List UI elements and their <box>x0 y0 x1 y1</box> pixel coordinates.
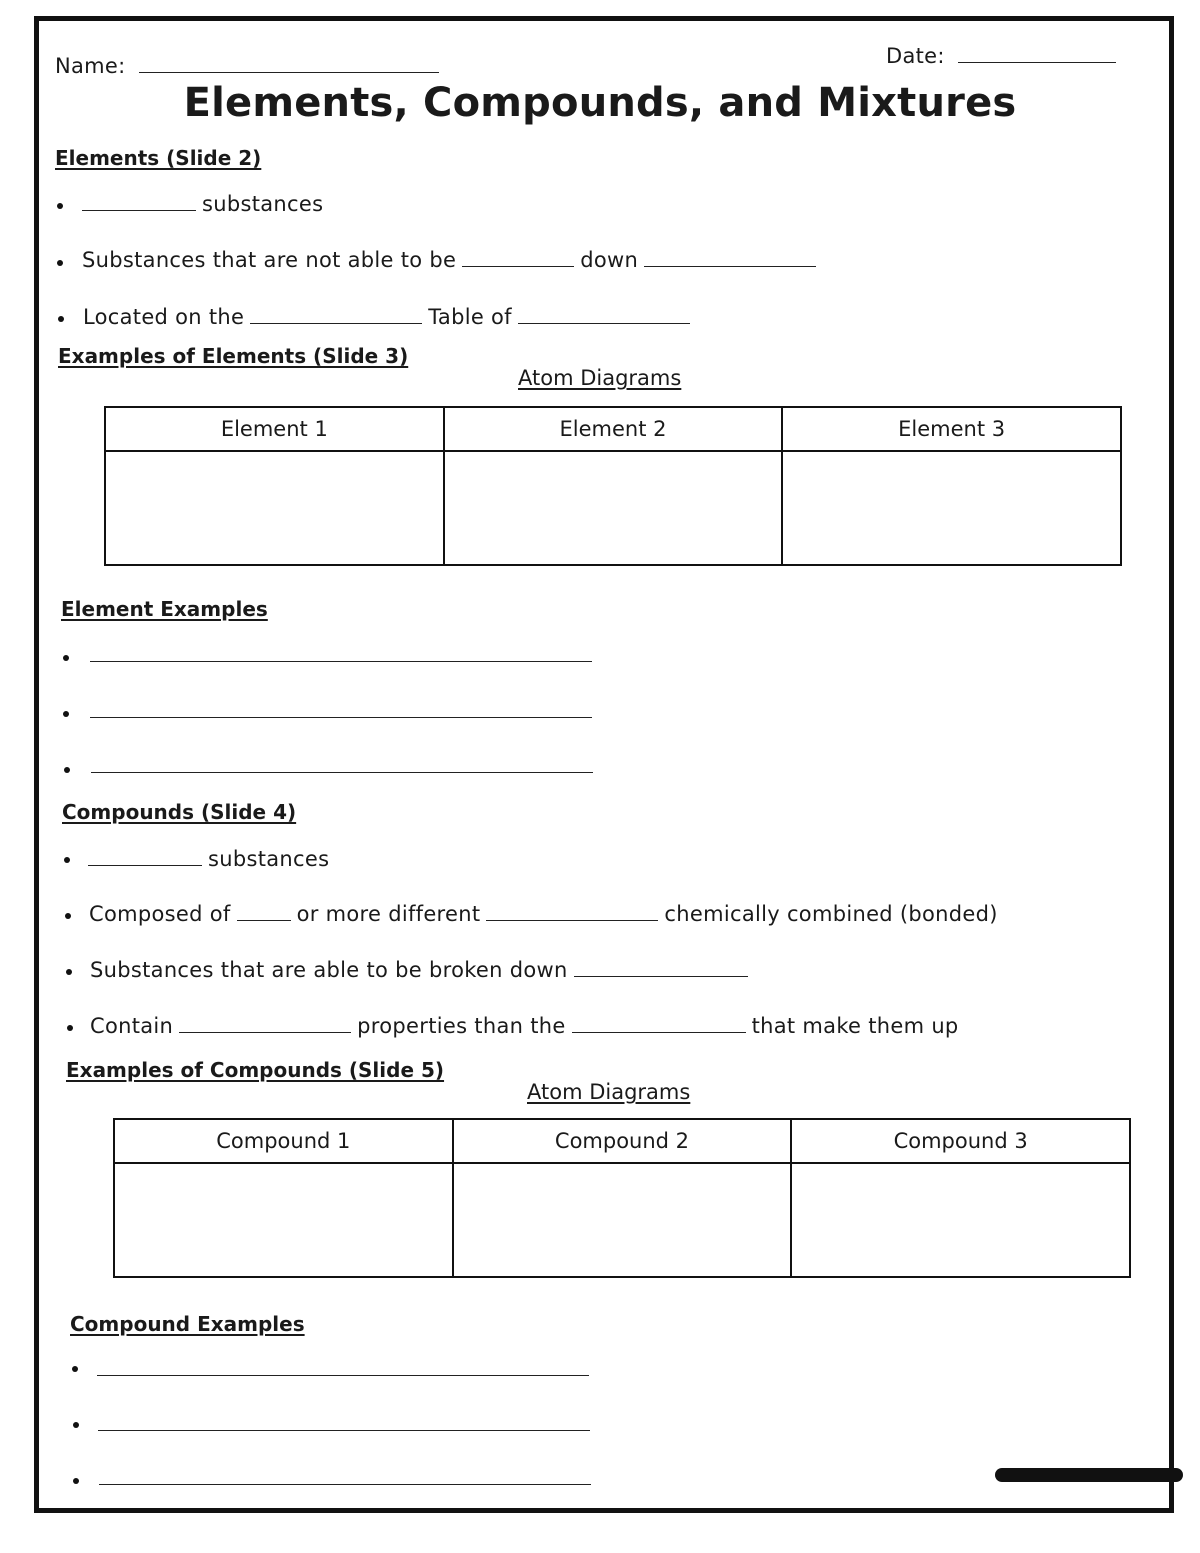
elements-line-3 <box>83 303 696 329</box>
examples-elements-heading: Examples of Elements (Slide 3) <box>58 344 409 368</box>
atom-diagrams-caption: Atom Diagrams <box>518 366 682 390</box>
element-3-header: Element 3 <box>782 407 1121 451</box>
bullet <box>64 857 70 863</box>
blank[interactable] <box>572 1012 746 1033</box>
text: Substances that are able to be broken down <box>90 958 568 982</box>
bullet <box>73 1478 79 1484</box>
element-1-header: Element 1 <box>105 407 444 451</box>
date-field <box>886 42 1122 68</box>
answer-line[interactable] <box>98 1430 590 1431</box>
bullet <box>65 913 71 919</box>
element-diagram-table <box>104 406 1122 566</box>
page-title: Elements, Compounds, and Mixtures <box>183 80 1017 126</box>
compound-2-cell[interactable] <box>453 1163 792 1277</box>
bullet <box>58 316 64 322</box>
answer-line[interactable] <box>90 661 592 662</box>
blank[interactable] <box>574 956 748 977</box>
element-examples-heading: Element Examples <box>61 597 268 621</box>
text: down <box>580 248 639 272</box>
name-blank[interactable] <box>139 52 439 73</box>
bullet <box>64 767 70 773</box>
bullet <box>66 969 72 975</box>
name-label: Name: <box>55 54 126 78</box>
text: Table of <box>428 305 512 329</box>
text: Substances that are not able to be <box>82 248 457 272</box>
compound-diagram-table <box>113 1118 1131 1278</box>
element-3-cell[interactable] <box>782 451 1121 565</box>
bullet <box>57 260 63 266</box>
text: substances <box>202 192 324 216</box>
blank[interactable] <box>462 246 574 267</box>
worksheet-border <box>34 16 1174 1513</box>
compounds-heading: Compounds (Slide 4) <box>62 800 297 824</box>
compound-3-header: Compound 3 <box>791 1119 1130 1163</box>
compounds-line-2 <box>89 900 998 926</box>
text: that make them up <box>751 1014 959 1038</box>
element-2-header: Element 2 <box>444 407 783 451</box>
text: substances <box>208 847 330 871</box>
text: Contain <box>90 1014 174 1038</box>
bullet <box>72 1366 78 1372</box>
compound-1-cell[interactable] <box>114 1163 453 1277</box>
compound-2-header: Compound 2 <box>453 1119 792 1163</box>
blank[interactable] <box>179 1012 351 1033</box>
blank[interactable] <box>518 303 690 324</box>
text: Located on the <box>83 305 245 329</box>
blank[interactable] <box>486 900 658 921</box>
name-field <box>55 52 445 78</box>
elements-heading: Elements (Slide 2) <box>55 146 262 170</box>
text: chemically combined (bonded) <box>664 902 998 926</box>
redaction-mark <box>995 1468 1183 1482</box>
text: Composed of <box>89 902 231 926</box>
compound-examples-heading: Compound Examples <box>70 1312 305 1336</box>
bullet <box>67 1025 73 1031</box>
date-blank[interactable] <box>958 42 1116 63</box>
element-2-cell[interactable] <box>444 451 783 565</box>
elements-line-1 <box>76 190 323 216</box>
compounds-line-3 <box>90 956 754 982</box>
compound-3-cell[interactable] <box>791 1163 1130 1277</box>
element-1-cell[interactable] <box>105 451 444 565</box>
bullet <box>57 203 63 209</box>
compound-1-header: Compound 1 <box>114 1119 453 1163</box>
elements-line-2 <box>82 246 822 272</box>
blank[interactable] <box>82 190 196 211</box>
atom-diagrams-caption: Atom Diagrams <box>527 1080 691 1104</box>
answer-line[interactable] <box>99 1484 591 1485</box>
blank[interactable] <box>644 246 816 267</box>
compounds-line-4 <box>90 1012 959 1038</box>
answer-line[interactable] <box>91 772 593 773</box>
bullet <box>63 711 69 717</box>
examples-compounds-heading: Examples of Compounds (Slide 5) <box>66 1058 445 1082</box>
bullet <box>63 655 69 661</box>
blank[interactable] <box>237 900 291 921</box>
text: or more different <box>296 902 481 926</box>
bullet <box>73 1422 79 1428</box>
compounds-line-1 <box>82 845 329 871</box>
blank[interactable] <box>88 845 202 866</box>
blank[interactable] <box>250 303 422 324</box>
date-label: Date: <box>886 44 945 68</box>
answer-line[interactable] <box>90 717 592 718</box>
text: properties than the <box>357 1014 566 1038</box>
answer-line[interactable] <box>97 1375 589 1376</box>
